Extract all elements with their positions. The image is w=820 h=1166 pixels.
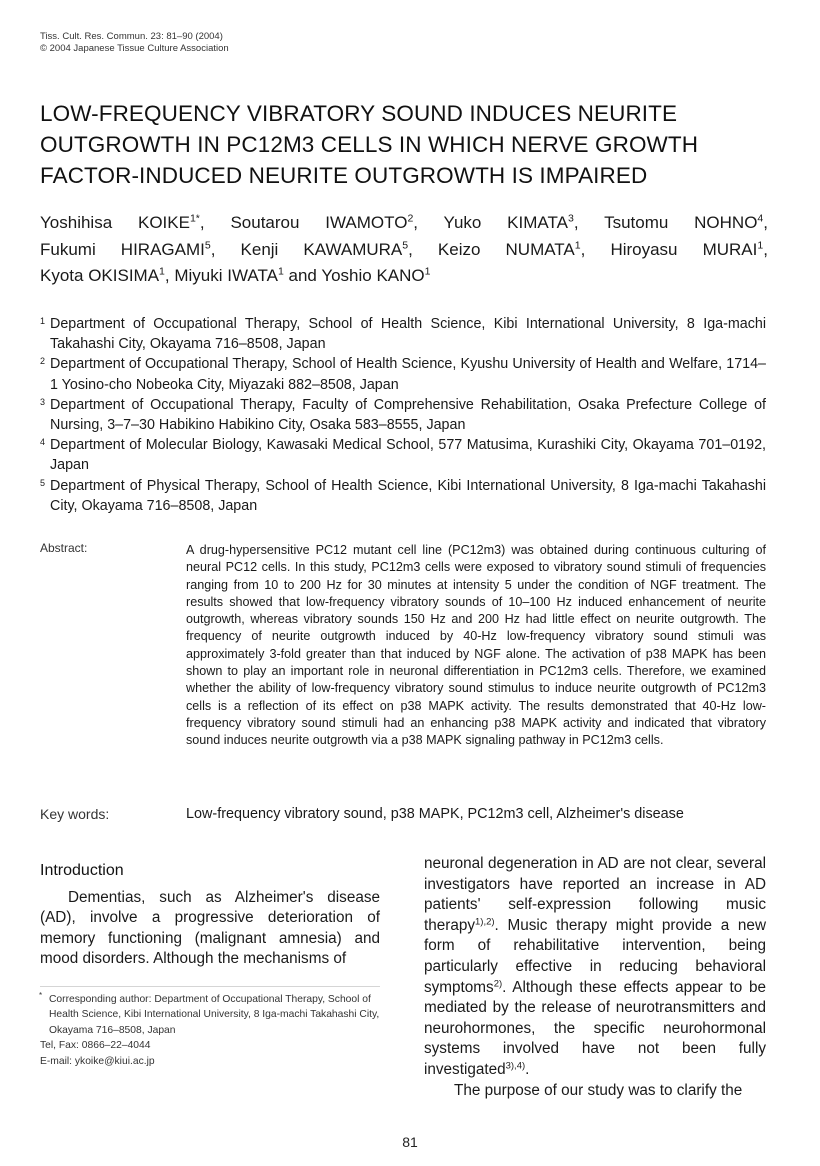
author-line (40, 210, 768, 237)
affiliation-item (40, 395, 766, 435)
journal-citation (40, 31, 229, 55)
intro-text: . Although these effects appear to be mediated by the release of neurotransmitters and neurohormones, the specific neurohormonal systems involved have not been fully investigated (424, 978, 766, 1078)
introduction-heading: Introduction (40, 862, 124, 879)
author-name: Hiroyasu MURAI (610, 239, 758, 259)
author-line (40, 237, 768, 264)
author-name: Tsutomu NOHNO (604, 213, 758, 232)
author-affil-mark: 4 (757, 212, 764, 225)
author-name: Yuko KIMATA (443, 213, 568, 232)
footnote-star: * (39, 991, 43, 1000)
author-separator: , (408, 239, 438, 259)
left-column (40, 888, 380, 969)
author-separator: and (283, 266, 322, 285)
author-affil-mark: 1 (277, 265, 284, 278)
intro-text: . Music therapy might provide a new form of rehabilitative intervention, being particularly effective in reducing behavioral symptoms (424, 916, 766, 996)
intro-text: . (525, 1060, 530, 1078)
affiliation-text: Department of Occupational Therapy, Faculty of Comprehensive Rehabilitation, Osaka Prefecture College of Nursing, 3–7–30 Habikino Habikino City, Osaka 583–8555, Japan (50, 396, 766, 434)
author-name: Soutarou IWAMOTO (230, 213, 408, 232)
affiliation-list (40, 314, 766, 516)
abstract-label: Abstract: (40, 541, 88, 555)
corresponding-author-footnote (40, 992, 380, 1069)
affiliation-text: Department of Occupational Therapy, School of Health Science, Kyushu University of Health and Welfare, 1714–1 Yosino-cho Nobeoka City, Miyazaki 882–8508, Japan (50, 356, 766, 393)
affiliation-number: 1 (40, 316, 46, 326)
author-affil-mark: 1 (424, 265, 431, 278)
affiliation-text: Department of Molecular Biology, Kawasaki Medical School, 577 Matusima, Kurashiki City, Okayama 701–0192, Japan (50, 437, 766, 474)
author-separator: , (573, 213, 605, 232)
copyright-line: © 2004 Japanese Tissue Culture Association (40, 43, 229, 54)
intro-paragraph: The purpose of our study was to clarify the (454, 1081, 743, 1099)
affiliation-item (40, 435, 766, 475)
author-separator: , (164, 266, 175, 285)
author-affil-mark: 1 (574, 239, 581, 252)
author-name: Fukumi HIRAGAMI (40, 239, 205, 259)
affiliation-item (40, 476, 766, 516)
author-separator: , (763, 213, 769, 232)
right-column (424, 854, 766, 1101)
citation-ref: 1),2) (475, 916, 495, 928)
intro-paragraph (424, 854, 766, 1081)
author-list (40, 210, 768, 290)
author-separator: , (199, 213, 231, 232)
author-name: Yoshio KANO (321, 266, 425, 285)
author-affil-mark: 5 (204, 239, 211, 252)
footnote-tel: Tel, Fax: 0866–22–4044 (40, 1040, 151, 1052)
abstract-text: A drug-hypersensitive PC12 mutant cell line (PC12m3) was obtained during continuous culturing of neural PC12 cells. In this study, PC12m3 cells were exposed to vibratory sound stimuli of frequencies ranging from 10 to 200 Hz for 30 minutes at intensity 5 under the condition of NGF treatment. The results showed that low-frequency vibratory sounds of 10–100 Hz induced enhancement of neurite outgrowth, whereas vibratory sounds 150 Hz and 200 Hz had little effect on neurite outgrowth. The frequency of neurite outgrowth induced by 40-Hz low-frequency vibratory sound stimuli was approximately 3-fold greater than that induced by NGF alone. The activation of p38 MAPK has been shown to play an important role in neuronal differentiation in PC12m3 cells. Therefore, we examined whether the ability of low-frequency vibratory sound stimulus to induce neurite outgrowth of PC12m3 cells is a reflection of its effect on p38 MAPK activity. The results demonstrated that 40-Hz low-frequency vibratory sound stimuli had an enhancing p38 MAPK activity and indicated that vibratory sound induces neurite outgrowth via a p38 MAPK signaling pathway in PC12m3 cells. (186, 543, 766, 748)
intro-text: neuronal degeneration in AD are not clear, several investigators have reported an increase in AD patients' self-expression following music therapy (424, 855, 766, 934)
affiliation-text: Department of Occupational Therapy, School of Health Science, Kibi International University, 8 Iga-machi Takahashi City, Okayama 716–8508, Japan (50, 316, 766, 353)
affiliation-number: 2 (40, 356, 46, 367)
page-number: 81 (402, 1134, 418, 1150)
author-separator: , (210, 239, 241, 259)
author-name: Yoshihisa KOIKE (40, 213, 190, 232)
author-name: Keizo NUMATA (437, 239, 575, 259)
author-affil-mark: 3 (567, 212, 574, 225)
affiliation-number: 4 (40, 437, 46, 448)
footnote-address: Corresponding author: Department of Occupational Therapy, School of Health Science, Kibi International University, 8 Iga-machi Takahashi City, Okayama 716–8508, Japan (49, 994, 380, 1036)
affiliation-text: Department of Physical Therapy, School of Health Science, Kibi International University, 8 Iga-machi Takahashi City, Okayama 716–8508, Japan (50, 477, 766, 514)
affiliation-number: 3 (40, 396, 46, 407)
author-affil-mark: 1 (159, 265, 165, 278)
paper-title: LOW-FREQUENCY VIBRATORY SOUND INDUCES NEURITE OUTGROWTH IN PC12M3 CELLS IN WHICH NERVE GROWTH FACTOR-INDUCED NEURITE OUTGROWTH IS IMPAIRED (40, 101, 699, 188)
author-separator: , (413, 213, 444, 232)
author-affil-mark: 2 (407, 212, 414, 225)
intro-paragraph: Dementias, such as Alzheimer's disease (AD), involve a progressive deterioration of memory functioning (malignant amnesia) and mood disorders. Although the mechanisms of (40, 889, 380, 967)
citation-ref: 2) (493, 977, 503, 989)
author-affil-mark: 1* (189, 212, 200, 225)
author-line (40, 263, 768, 290)
author-separator: , (580, 239, 611, 259)
author-separator: , (763, 239, 768, 259)
author-affil-mark: 1 (757, 239, 764, 252)
affiliation-number: 5 (40, 477, 46, 488)
author-name: Kyota OKISIMA (40, 266, 160, 285)
keywords-label: Key words: (40, 806, 110, 822)
footnote-divider (40, 986, 380, 987)
author-name: Miyuki IWATA (174, 266, 278, 285)
affiliation-item (40, 354, 766, 394)
footnote-email: E-mail: ykoike@kiui.ac.jp (40, 1055, 155, 1067)
journal-citation-line: Tiss. Cult. Res. Commun. 23: 81–90 (2004) (40, 31, 223, 42)
keywords-text: Low-frequency vibratory sound, p38 MAPK, PC12m3 cell, Alzheimer's disease (186, 806, 684, 822)
affiliation-item (40, 314, 766, 354)
author-name: Kenji KAWAMURA (240, 239, 403, 259)
author-affil-mark: 5 (402, 239, 409, 252)
citation-ref: 3),4) (505, 1060, 526, 1072)
